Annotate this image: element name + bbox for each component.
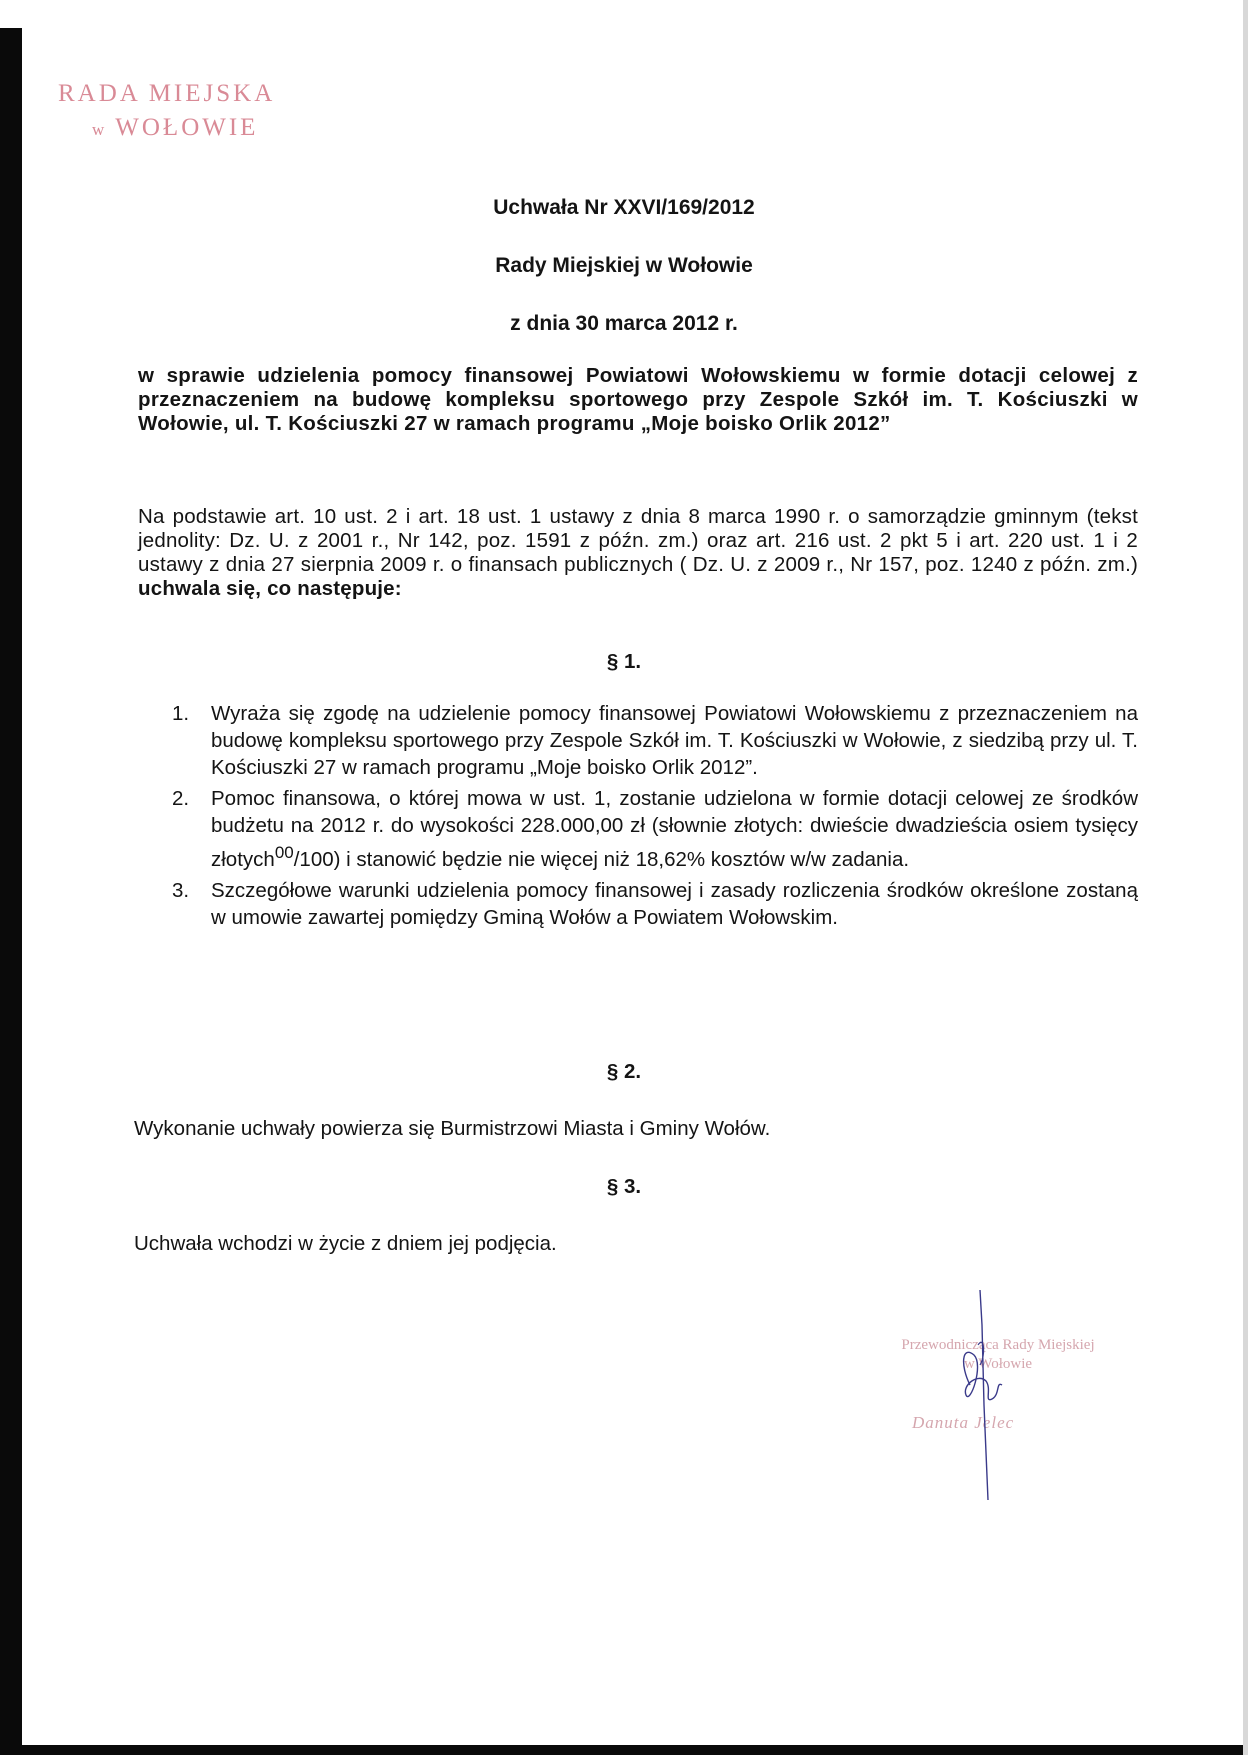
- amount-superscript: 00: [274, 843, 294, 862]
- section-2-heading: § 2.: [606, 1060, 642, 1083]
- list-item-text-continued: /100) i stanowić będzie nie więcej niż 18,62% kosztów w/w zadania.: [293, 848, 910, 871]
- chair-name: Danuta Jelec: [912, 1413, 1015, 1432]
- legal-basis-text: Na podstawie art. 10 ust. 2 i art. 18 ust. 1 ustawy z dnia 8 marca 1990 r. o samorządzie gminnym (tekst jednolity: Dz. U. z 2001 r., Nr 142, poz. 1591 z późn. zm.) oraz art. 216 ust. 2 pkt 5 i art. 220 ust. 1 i 2 ustawy z dnia 27 sierpnia 2009 r. o finansach publicznych ( Dz. U. z 2009 r., Nr 157, poz. 1240 z późn. zm.): [138, 505, 1138, 576]
- list-item: [170, 700, 1138, 781]
- resolution-date: z dnia 30 marca 2012 r.: [510, 312, 738, 335]
- stamp-line-2-prefix: w: [92, 120, 106, 139]
- section-2-text: Wykonanie uchwały powierza się Burmistrzowi Miasta i Gminy Wołów.: [134, 1117, 771, 1140]
- scan-border-left: [0, 28, 22, 1755]
- list-item-number: 3.: [172, 879, 190, 902]
- council-stamp: [58, 80, 275, 142]
- list-item-text: Pomoc finansowa, o której mowa w ust. 1, zostanie udzielona w formie dotacji celowej ze środków budżetu na 2012 r. do wysokości 228.000,00 zł (słownie złotych: dwieście dwadzieścia osiem tysięcy złotych: [211, 787, 1138, 871]
- stamp-line-2-text: WOŁOWIE: [115, 114, 259, 141]
- chair-stamp-line-1: Przewodnicząca Rady Miejskiej: [901, 1337, 1095, 1353]
- list-item-text: Szczegółowe warunki udzielenia pomocy finansowej i zasady rozliczenia środków określone zostaną w umowie zawartej pomiędzy Gminą Wołów a Powiatem Wołowskim.: [211, 879, 1138, 929]
- section-1-heading: § 1.: [606, 650, 642, 673]
- resolution-title: Uchwała Nr XXVI/169/2012: [493, 196, 755, 219]
- handwritten-signature: [940, 1285, 1020, 1505]
- legal-basis-bold-tail: uchwala się, co następuje:: [138, 577, 402, 600]
- resolution-subject: w sprawie udzielenia pomocy finansowej Powiatowi Wołowskiemu w formie dotacji celowej z przeznaczeniem na budowę kompleksu sportowego przy Zespole Szkół im. T. Kościuszki w Wołowie, ul. T. Kościuszki 27 w ramach programu „Moje boisko Orlik 2012”: [138, 364, 1138, 435]
- list-item-text: Wyraża się zgodę na udzielenie pomocy finansowej Powiatowi Wołowskiemu z przeznaczeniem na budowę kompleksu sportowego przy Zespole Szkół im. T. Kościuszki w Wołowie, z siedzibą przy ul. T. Kościuszki 27 w ramach programu „Moje boisko Orlik 2012”.: [211, 702, 1138, 779]
- list-item-number: 1.: [172, 702, 190, 725]
- scan-border-bottom: [0, 1745, 1248, 1755]
- section-3-heading: § 3.: [606, 1175, 642, 1198]
- stamp-line-1: RADA MIEJSKA: [58, 80, 276, 107]
- section-3-text: Uchwała wchodzi w życie z dniem jej podjęcia.: [134, 1232, 557, 1255]
- list-item: [170, 785, 1138, 873]
- stamp-line-2: [58, 114, 275, 142]
- list-item: [170, 877, 1138, 931]
- section-1-list: [170, 700, 1138, 935]
- legal-basis: [138, 505, 1138, 601]
- chair-stamp-line-2: w Wołowie: [963, 1356, 1033, 1372]
- resolution-issuer: Rady Miejskiej w Wołowie: [495, 254, 753, 277]
- list-item-number: 2.: [172, 787, 190, 810]
